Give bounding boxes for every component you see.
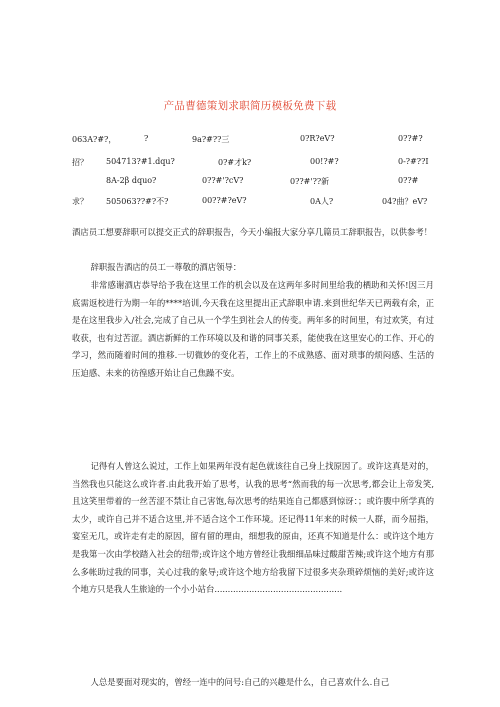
garbled-cell: 0?R?eV? <box>300 134 335 143</box>
garbled-cell: 求？ <box>72 197 88 206</box>
garbled-cell: 505063??#?不? <box>106 197 169 206</box>
garbled-cell: 04?曲？eV? <box>382 197 428 206</box>
intro-paragraph: 酒店员工想要辞职可以提交正式的辞职报告，今天小编报大家分享几篇员工辞职报告，以供参考！ <box>72 227 433 237</box>
garbled-row <box>72 196 452 210</box>
garbled-cell: 0??#'??新 <box>290 177 330 186</box>
body-paragraph: 人总是要面对现实的，曾经一连中的问号:自己的兴趣是什么，自己喜欢什么.自己 <box>90 677 390 687</box>
garbled-row <box>72 176 452 190</box>
garbled-cell: 00??#?eV? <box>202 196 247 205</box>
garbled-row <box>72 157 452 171</box>
garbled-row <box>72 134 452 148</box>
body-paragraph: 记得有人曾这么说过，工作上如果两年没有起色就该往自己身上找原因了。或许这真是对的，当然我也只能这么或许者.由此我开始了思考，认我的思考“然而我的每一次思考,都会让上帝发笑,且这笑里带着的一丝苦涩不禁让自己害饱,每次思考的结果连自己都感到惊讶：；或许腹中所学真的太少，或许自己并不适合这里,并不适合这个工作环境。还记得11年来的时候一人群，而今屈指，宴室无几，或许走有走的原因，留有留的理由，细想我的原由，还真不知道是什么：或许这个地方是我第一次由学校踏入社会的纽带;或许这个地方曾经让我细细品味过酸甜苦辣;或许这个地方有那么多帐助过我的同事，关心过我的象导;或许这个地方给我留下过很多夹杂琐碎烦恼的美好;或许这个地方只是我人生旅途的一个小小站台................................................ <box>72 461 434 595</box>
garbled-cell: 0??#'?cV? <box>202 176 244 185</box>
garbled-cell: 0A人? <box>310 197 334 206</box>
document-title: 产品曹德策划求职简历模板免费下载 <box>163 100 337 112</box>
garbled-cell: 504713?#1.dqu? <box>106 157 175 166</box>
garbled-cell: ? <box>144 134 149 143</box>
garbled-cell: 8A-2β dquo? <box>106 176 157 185</box>
salutation-paragraph: 辞职报告酒店的员工一尊敬的酒店领导： <box>90 262 242 272</box>
garbled-cell: 0??# <box>398 176 419 185</box>
garbled-cell: 0?#才k? <box>218 158 252 167</box>
garbled-cell: 0-?#??I <box>398 157 429 166</box>
garbled-cell: 00!?#? <box>310 157 339 166</box>
garbled-cell: 9a?#??三 <box>192 135 230 144</box>
body-paragraph: 非常感谢酒店恭导给予我在这里工作的机会以及在这两年多时间里给我的栖助和关怀!因三月底需返校进行为期一年的****培训,今天我在这里提出正式辞职申请.来到世纪华天已两载有余，正是在这里我步入/社会,完成了自己从一个学生到社会人的传变。两年多的时间里，有过欢笑，有过收获，也有过苦涩。酒店新鲜的工作环境以及和谐的同事关系，能使我在这里安心的工作、开心的学习，然而随着时间的推移.一切微妙的变化若，工作上的不成熟感、面对琐事的烦闷感、生活的压迫感、未来的彷徨感开始让自己焦躁不安。 <box>72 280 434 378</box>
garbled-cell: 0??#? <box>398 134 423 143</box>
garbled-cell: 063A?#?， <box>72 135 117 144</box>
garbled-cell: 招？ <box>72 158 88 167</box>
